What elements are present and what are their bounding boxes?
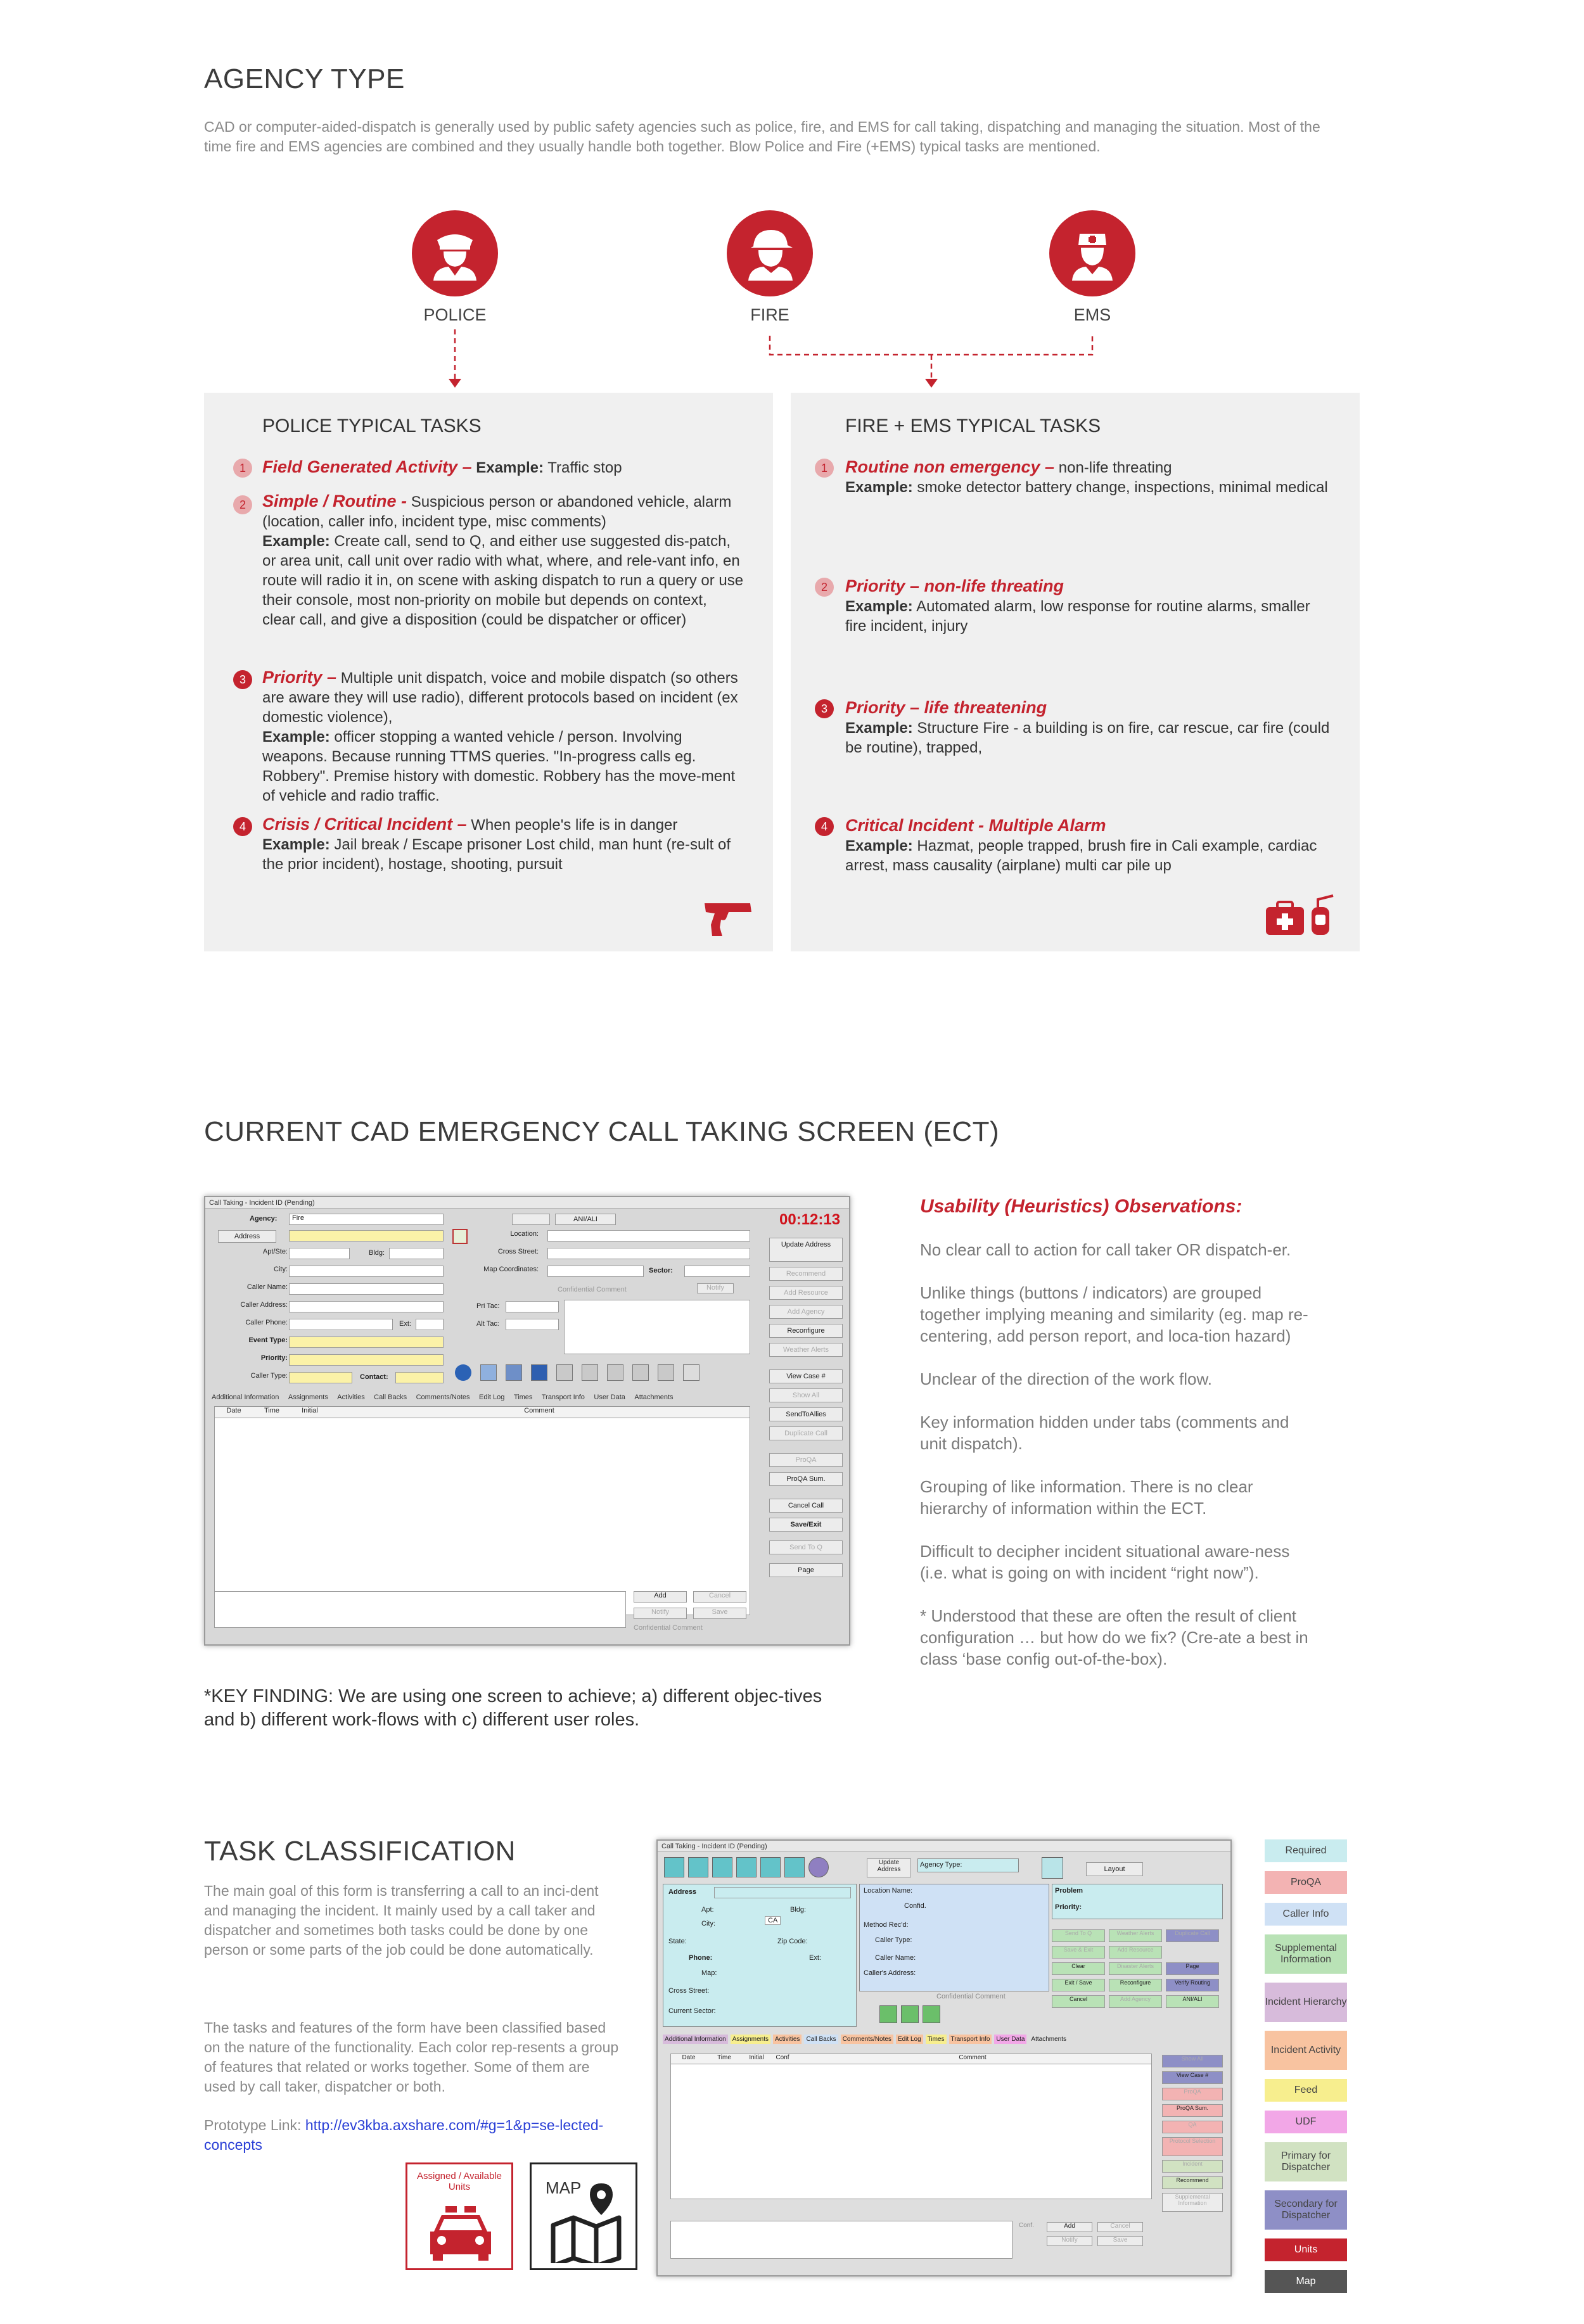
- classified-comments-table: [670, 2054, 1152, 2199]
- state-select[interactable]: CA: [765, 1916, 781, 1925]
- tool-icon[interactable]: [736, 1857, 757, 1877]
- task-number: 3: [815, 699, 834, 718]
- tab-call-backs[interactable]: Call Backs: [374, 1394, 407, 1401]
- field-label: City:: [274, 1266, 288, 1273]
- column-header: Comment: [959, 2054, 987, 2061]
- hydrant-icon[interactable]: [506, 1364, 522, 1381]
- note-icon[interactable]: [683, 1364, 699, 1381]
- alt-tac-field[interactable]: [506, 1319, 559, 1330]
- update-address-button[interactable]: Update Address: [769, 1238, 843, 1262]
- address-button[interactable]: Address: [218, 1230, 276, 1243]
- proqa-sum-button[interactable]: ProQA Sum.: [769, 1472, 843, 1486]
- observations-title: Usability (Heuristics) Observations:: [920, 1196, 1242, 1217]
- classification-title: TASK CLASSIFICATION: [204, 1836, 516, 1867]
- view-case-button[interactable]: View Case #: [1162, 2071, 1223, 2084]
- field-label: State:: [668, 1938, 687, 1945]
- contact-label: Contact:: [360, 1373, 388, 1381]
- address-field[interactable]: [714, 1887, 851, 1898]
- fire-task-3: Priority – life threatening Example: Structure Fire - a building is on fire, car rescue, car fire (could be routine), trapped,: [845, 698, 1330, 756]
- notes-icon[interactable]: [1042, 1857, 1063, 1879]
- field-label: Caller's Address:: [864, 1969, 916, 1977]
- field-label: Caller Address:: [240, 1301, 288, 1309]
- handgun-icon: [703, 899, 754, 937]
- classification-p1: The main goal of this form is transferring a call to an inci-dent and managing the incident. It mainly used by a call taker and dispatcher and sometimes both tasks could be done by one person or some parts of the job could be done automatically.: [204, 1883, 599, 1958]
- send-to-q-button[interactable]: Send To Q: [769, 1540, 843, 1554]
- grid-spacer: [1166, 1946, 1219, 1959]
- fire-tasks-panel: [791, 393, 1360, 951]
- tab-edit-log[interactable]: Edit Log: [896, 2035, 923, 2044]
- bldg-label: Bldg:: [369, 1249, 385, 1257]
- table-header: [215, 1407, 750, 1418]
- hydrant-icon[interactable]: [901, 2005, 919, 2023]
- field-label: Confid.: [904, 1902, 926, 1910]
- column-header: Initial: [749, 2054, 764, 2061]
- police-task-3: Priority – Multiple unit dispatch, voice and mobile dispatch (so others are aware they will use radio), different protocols based on incident (ex domestic violence), Example: officer stopping a wanted vehicle / person. Involving weapons. Because running TTMS queries. "In-progress calls eg. Robbery". Premise history with domestic. Robbery has the move-ment of vehicle and radio traffic.: [262, 668, 738, 804]
- new-comment-input[interactable]: [214, 1591, 626, 1628]
- print-icon[interactable]: [658, 1364, 674, 1381]
- legend-supplemental-information: Supplemental Information: [1265, 1934, 1347, 1974]
- task-number: 4: [815, 817, 834, 836]
- field-label: Cross Street:: [668, 1987, 710, 1995]
- page-button[interactable]: Page: [1166, 1962, 1219, 1975]
- column-header: Date: [682, 2054, 696, 2061]
- observations-list: [920, 1239, 1313, 1670]
- add-button[interactable]: Add: [1047, 2222, 1092, 2232]
- send-to-q-button[interactable]: Send To Q: [1052, 1929, 1105, 1942]
- legend-units: Units: [1265, 2238, 1347, 2261]
- info-icon[interactable]: [531, 1364, 547, 1381]
- add-resource-button[interactable]: Add Resource: [1109, 1946, 1162, 1959]
- map-recenter-icon[interactable]: [582, 1364, 598, 1381]
- legend-udf: UDF: [1265, 2111, 1347, 2133]
- tab-activities[interactable]: Activities: [337, 1394, 365, 1401]
- sector-label: Sector:: [649, 1267, 673, 1274]
- mid-labels: [459, 1230, 539, 1283]
- save-button[interactable]: Save: [1097, 2236, 1143, 2246]
- observation: No clear call to action for call taker OR dispatch-er.: [920, 1240, 1291, 1259]
- tab-assignments[interactable]: Assignments: [731, 2035, 770, 2044]
- column-header: Date: [226, 1407, 241, 1414]
- cancel-button[interactable]: Cancel: [1052, 1995, 1105, 2008]
- tab-times[interactable]: Times: [926, 2035, 947, 2044]
- field-label: Ext:: [809, 1954, 821, 1962]
- field-label: Caller Type:: [875, 1936, 912, 1944]
- field-label: Caller Type:: [250, 1372, 288, 1380]
- send-to-allies-button[interactable]: SendToAllies: [769, 1407, 843, 1421]
- task-number: 2: [815, 578, 834, 597]
- conf-check[interactable]: Conf.: [1019, 2222, 1034, 2229]
- incident-button[interactable]: Incident: [1162, 2160, 1223, 2173]
- column-header: Time: [264, 1407, 280, 1414]
- units-card-label: Assigned / Available Units: [417, 2171, 502, 2192]
- person-report-icon[interactable]: [556, 1364, 573, 1381]
- save-button[interactable]: Save: [693, 1608, 746, 1619]
- police-task-4: Crisis / Critical Incident – When people's life is in danger Example: Jail break / Escape prisoner Lost child, man hunt (re-sult of the prior incident), hostage, shooting, pursuit: [262, 815, 731, 873]
- add-agency-button[interactable]: Add Agency: [1109, 1995, 1162, 2008]
- legend-incident-activity: Incident Activity: [1265, 2031, 1347, 2070]
- observation: Difficult to decipher incident situational aware-ness (i.e. what is going on with incident “right now”).: [920, 1542, 1290, 1582]
- column-header: Comment: [524, 1407, 554, 1414]
- classified-new-comment[interactable]: [670, 2221, 1012, 2259]
- add-agency-button[interactable]: Add Agency: [769, 1305, 843, 1319]
- address-block: [663, 1884, 857, 2027]
- legend-caller-info: Caller Info: [1265, 1903, 1347, 1926]
- agency-connectors: [0, 329, 1584, 393]
- sector-field[interactable]: [684, 1266, 750, 1277]
- field-label: Cross Street:: [497, 1248, 539, 1255]
- agency-type-field[interactable]: Agency Type:: [917, 1858, 1019, 1872]
- page-button[interactable]: Page: [769, 1563, 843, 1577]
- tab-transport-info[interactable]: Transport Info: [949, 2035, 992, 2044]
- supplemental-information-button[interactable]: Supplemental Information: [1162, 2193, 1223, 2212]
- problem-block: [1052, 1884, 1223, 1919]
- classification-p2: The tasks and features of the form have been classified based on the nature of the functionality. Each color rep-resents a group of features that related or works together. Some of them are used by call taker, dispatcher or both.: [204, 2019, 619, 2095]
- cross-street-field[interactable]: [547, 1248, 750, 1259]
- map-coordinates-field[interactable]: [547, 1266, 644, 1277]
- ani-field[interactable]: [512, 1214, 550, 1225]
- weather-icon[interactable]: [607, 1364, 623, 1381]
- task-number: 4: [233, 817, 252, 836]
- caller-name-field[interactable]: [289, 1283, 444, 1295]
- cancel-button[interactable]: Cancel: [693, 1591, 746, 1603]
- clear-button[interactable]: Clear: [1052, 1962, 1105, 1975]
- location-hazard-icon[interactable]: [632, 1364, 649, 1381]
- update-address-button[interactable]: Update Address: [867, 1858, 911, 1877]
- protocol-selection-button[interactable]: Protocol Selection: [1162, 2137, 1223, 2156]
- ani-ali-button[interactable]: ANI/ALI: [555, 1214, 616, 1225]
- tab-edit-log[interactable]: Edit Log: [479, 1394, 505, 1401]
- legend-feed: Feed: [1265, 2079, 1347, 2102]
- fire-task-4: Critical Incident - Multiple Alarm Example: Hazmat, people trapped, brush fire in Cali example, cardiac arrest, mass causality (airplane) multi car pile up: [845, 816, 1317, 874]
- legend-primary-for-dispatcher: Primary for Dispatcher: [1265, 2142, 1347, 2181]
- field-label: Location Name:: [864, 1887, 913, 1895]
- proqa-sum-button[interactable]: ProQA Sum.: [1162, 2104, 1223, 2117]
- priority-field[interactable]: [289, 1354, 444, 1366]
- ems-label: EMS: [1073, 305, 1111, 324]
- vehicle-icon[interactable]: [480, 1364, 497, 1381]
- firefighter-icon: [727, 210, 813, 296]
- map-card[interactable]: [530, 2162, 637, 2270]
- tab-row: [212, 1391, 757, 1402]
- fire-task-2: Priority – non-life threating Example: Automated alarm, low response for routine alarms, smaller fire incident, injury: [845, 576, 1310, 635]
- view-case-button[interactable]: View Case #: [769, 1369, 843, 1383]
- classified-tab-row: [663, 2035, 1068, 2044]
- call-timer: 00:12:13: [779, 1211, 841, 1228]
- address-label: Address: [668, 1888, 697, 1896]
- caller-type-field[interactable]: [289, 1372, 352, 1383]
- tool-icon[interactable]: [712, 1857, 732, 1877]
- first-aid-extinguisher-icon: [1265, 893, 1341, 937]
- field-label: Location:: [510, 1230, 539, 1238]
- classified-icon-row: [879, 2005, 940, 2023]
- field-label: Event Type:: [248, 1337, 288, 1344]
- field-label: Current Sector:: [668, 2007, 716, 2015]
- observation: Grouping of like information. There is no clear hierarchy of information within the ECT.: [920, 1477, 1253, 1518]
- exit-save-button[interactable]: Exit / Save: [1052, 1979, 1105, 1991]
- cancel-call-button[interactable]: Cancel Call: [769, 1499, 843, 1513]
- task-number: 2: [233, 495, 252, 514]
- observation: * Understood that these are often the result of client configuration … but how do we fix? (Cre-ate a best in class ‘base config out-of-the-box).: [920, 1606, 1308, 1668]
- address-field[interactable]: [289, 1230, 444, 1241]
- tab-call-backs[interactable]: Call Backs: [804, 2035, 838, 2044]
- caller-info-block: [859, 1884, 1049, 1991]
- tool-icon[interactable]: [784, 1857, 805, 1877]
- agency-intro: CAD or computer-aided-dispatch is generally used by public safety agencies such as police, fire, and EMS for call taking, dispatching and managing the situation. Most of the time fire and EMS agencies are combined and they usually handle both together. Blow Police and Fire (+EMS) typical tasks are mentioned.: [204, 118, 1320, 155]
- prototype-link-block: [204, 2116, 622, 2155]
- police-label: POLICE: [423, 305, 487, 324]
- add-button[interactable]: Add: [634, 1591, 687, 1603]
- proqa-button[interactable]: ProQA: [769, 1453, 843, 1467]
- contact-field[interactable]: [395, 1372, 444, 1383]
- cancel-button[interactable]: Cancel: [1097, 2222, 1143, 2232]
- tab-additional-information[interactable]: Additional Information: [212, 1394, 279, 1401]
- fire-task-1: Routine non emergency – non-life threating Example: smoke detector battery change, inspections, minimal medical: [845, 457, 1328, 496]
- tab-attachments[interactable]: Attachments: [1031, 2036, 1066, 2043]
- apt-field[interactable]: [289, 1248, 350, 1259]
- classified-toolbar: [664, 1857, 829, 1877]
- fire-tasks-title: FIRE + EMS TYPICAL TASKS: [845, 416, 1101, 436]
- field-label: City:: [701, 1920, 715, 1927]
- legend-required: Required: [1265, 1839, 1347, 1862]
- show-all-button[interactable]: Show All: [1162, 2055, 1223, 2067]
- ect-screenshot: [204, 1196, 850, 1646]
- recommend-button[interactable]: Recommend: [769, 1267, 843, 1281]
- tab-times[interactable]: Times: [513, 1394, 533, 1401]
- table-header: [671, 2054, 1151, 2064]
- tool-icon[interactable]: [760, 1857, 781, 1877]
- confidential-bottom-check[interactable]: Confidential Comment: [634, 1624, 703, 1632]
- duplicate-call-button[interactable]: Duplicate Call: [769, 1426, 843, 1440]
- column-header: Initial: [302, 1407, 318, 1414]
- save-and-exit-button[interactable]: Save & Exit: [1052, 1946, 1105, 1959]
- info-icon[interactable]: [879, 2005, 897, 2023]
- classified-button-grid: [1052, 1929, 1223, 2008]
- police-task-2: Simple / Routine - Suspicious person or abandoned vehicle, alarm (location, caller info, incident type, misc comments) Example: Create call, send to Q, and either use suggested dis-patch, or area unit, call unit over radio with what, where, and rele-vant info, en route will radio it in, on scene with asking dispatch to run a query or use their console, most non-priority on mobile but depends on context, clear call, and give a disposition (could be dispatcher or officer): [262, 492, 744, 628]
- tab-additional-information[interactable]: Additional Information: [663, 2035, 728, 2044]
- agency-title: AGENCY TYPE: [204, 63, 405, 94]
- bldg-field[interactable]: [389, 1248, 444, 1259]
- field-label: Method Rec'd:: [864, 1921, 909, 1929]
- city-field[interactable]: [289, 1266, 444, 1277]
- weather-alerts-button[interactable]: Weather Alerts: [1109, 1929, 1162, 1942]
- disaster-alerts-button[interactable]: Disaster Alerts: [1109, 1962, 1162, 1975]
- police-car-icon: [428, 2204, 494, 2262]
- confidential-comment-check[interactable]: Confidential Comment: [558, 1286, 627, 1293]
- color-legend: [1265, 1839, 1347, 2293]
- police-tasks-panel: [204, 393, 773, 951]
- legend-map: Map: [1265, 2270, 1347, 2293]
- save-exit-button[interactable]: Save/Exit: [769, 1518, 843, 1532]
- tab-comments-notes[interactable]: Comments/Notes: [841, 2035, 893, 2044]
- window-title: Call Taking - Incident ID (Pending): [658, 1841, 1230, 1852]
- notify-bottom-button[interactable]: Notify: [634, 1608, 687, 1619]
- nurse-icon: [1049, 210, 1135, 296]
- field-label: Apt/Ste:: [262, 1248, 288, 1255]
- add-resource-button[interactable]: Add Resource: [769, 1286, 843, 1300]
- tab-attachments[interactable]: Attachments: [634, 1394, 674, 1401]
- classified-side-buttons: [1162, 2055, 1223, 2212]
- task-number: 1: [815, 459, 834, 478]
- police-task-1: Field Generated Activity – Example: Traffic stop: [262, 457, 622, 476]
- reconfigure-button[interactable]: Reconfigure: [769, 1324, 843, 1338]
- observation: Unlike things (buttons / indicators) are grouped together implying meaning and similarity (eg. map re-centering, add person report, and loca-tion hazard): [920, 1283, 1308, 1345]
- tab-activities[interactable]: Activities: [773, 2035, 802, 2044]
- caller-phone-field[interactable]: [289, 1319, 393, 1330]
- duplicate-call-button[interactable]: Duplicate Call: [1166, 1929, 1219, 1942]
- field-label: Zip Code:: [777, 1938, 808, 1945]
- ect-title: CURRENT CAD EMERGENCY CALL TAKING SCREEN (ECT): [204, 1116, 1000, 1147]
- classified-screenshot: [656, 1839, 1232, 2276]
- column-header: Time: [717, 2054, 731, 2061]
- show-all-button[interactable]: Show All: [769, 1388, 843, 1402]
- agency-select[interactable]: Fire: [289, 1214, 444, 1225]
- proqa-button[interactable]: ProQA: [1162, 2088, 1223, 2100]
- comments-table: [214, 1406, 750, 1615]
- legend-proqa: ProQA: [1265, 1871, 1347, 1894]
- left-labels: [224, 1248, 288, 1390]
- priority-label: Priority:: [1055, 1903, 1082, 1911]
- field-label: Caller Name:: [246, 1283, 288, 1291]
- observation: Unclear of the direction of the work flow.: [920, 1369, 1213, 1388]
- ext-field[interactable]: [416, 1319, 444, 1330]
- weather-alerts-button[interactable]: Weather Alerts: [769, 1343, 843, 1357]
- field-label: Apt:: [701, 1906, 714, 1914]
- tab-assignments[interactable]: Assignments: [288, 1394, 328, 1401]
- alt-tac-label: Alt Tac:: [476, 1320, 499, 1328]
- notify-button[interactable]: Notify: [1047, 2236, 1092, 2246]
- police-tasks-title: POLICE TYPICAL TASKS: [262, 416, 482, 436]
- tab-comments-notes[interactable]: Comments/Notes: [416, 1394, 470, 1401]
- field-label: Map:: [701, 1969, 717, 1977]
- reconfigure-button[interactable]: Reconfigure: [1109, 1979, 1162, 1991]
- window-title: Call Taking - Incident ID (Pending): [205, 1197, 849, 1209]
- field-label: Phone:: [689, 1954, 713, 1962]
- field-label: Bldg:: [790, 1906, 807, 1914]
- record-icon[interactable]: [808, 1857, 829, 1877]
- task-number: 1: [233, 459, 252, 478]
- tool-icon[interactable]: [664, 1857, 684, 1877]
- notify-button[interactable]: Notify: [697, 1283, 734, 1293]
- pri-tac-field[interactable]: [506, 1301, 559, 1312]
- tab-transport-info[interactable]: Transport Info: [541, 1394, 585, 1401]
- comment-box[interactable]: [564, 1300, 750, 1354]
- observation: Key information hidden under tabs (comments and unit dispatch).: [920, 1413, 1289, 1453]
- verify-routing-button[interactable]: Verify Routing: [1166, 1979, 1219, 1991]
- event-type-field[interactable]: [289, 1337, 444, 1348]
- tab-user-data[interactable]: User Data: [994, 2035, 1026, 2044]
- field-label: Caller Name:: [875, 1954, 916, 1962]
- legend-incident-hierarchy: Incident Hierarchy: [1265, 1983, 1347, 2022]
- agency-label: Agency:: [250, 1215, 278, 1222]
- problem-label: Problem: [1055, 1887, 1083, 1895]
- ani-ali-button[interactable]: ANI/ALI: [1166, 1995, 1219, 2008]
- recommend-button[interactable]: Recommend: [1162, 2176, 1223, 2189]
- icon-toolbar: [455, 1364, 699, 1381]
- layout-button[interactable]: Layout: [1086, 1862, 1143, 1876]
- tool-icon[interactable]: [688, 1857, 708, 1877]
- map-card-label: MAP: [546, 2178, 582, 2197]
- right-button-column: [769, 1238, 843, 1577]
- task-number: 3: [233, 670, 252, 689]
- ext-label: Ext:: [399, 1320, 411, 1328]
- qa-button[interactable]: QA: [1162, 2121, 1223, 2133]
- confidential-comment-check[interactable]: Confidential Comment: [936, 1993, 1006, 2000]
- prototype-link[interactable]: http://ev3kba.axshare.com/#g=1&p=se-lected-concepts: [204, 2117, 604, 2153]
- tab-user-data[interactable]: User Data: [594, 1394, 625, 1401]
- units-card[interactable]: [406, 2162, 513, 2270]
- field-label: Map Coordinates:: [483, 1266, 539, 1273]
- pri-tac-label: Pri Tac:: [476, 1302, 500, 1310]
- globe-icon[interactable]: [455, 1364, 471, 1381]
- column-header: Conf: [776, 2054, 789, 2061]
- location-field[interactable]: [547, 1230, 750, 1241]
- field-label: Caller Phone:: [245, 1319, 288, 1326]
- fire-label: FIRE: [750, 305, 789, 324]
- police-officer-icon: [412, 210, 498, 296]
- vehicle-icon[interactable]: [923, 2005, 940, 2023]
- prototype-label: Prototype Link:: [204, 2117, 302, 2133]
- map-icon: [549, 2181, 625, 2263]
- key-finding: *KEY FINDING: We are using one screen to achieve; a) different objec-tives and b) different work-flows with c) different user roles.: [204, 1686, 822, 1730]
- legend-secondary-for-dispatcher: Secondary for Dispatcher: [1265, 2190, 1347, 2230]
- caller-address-field[interactable]: [289, 1301, 444, 1312]
- field-label: Priority:: [260, 1354, 288, 1362]
